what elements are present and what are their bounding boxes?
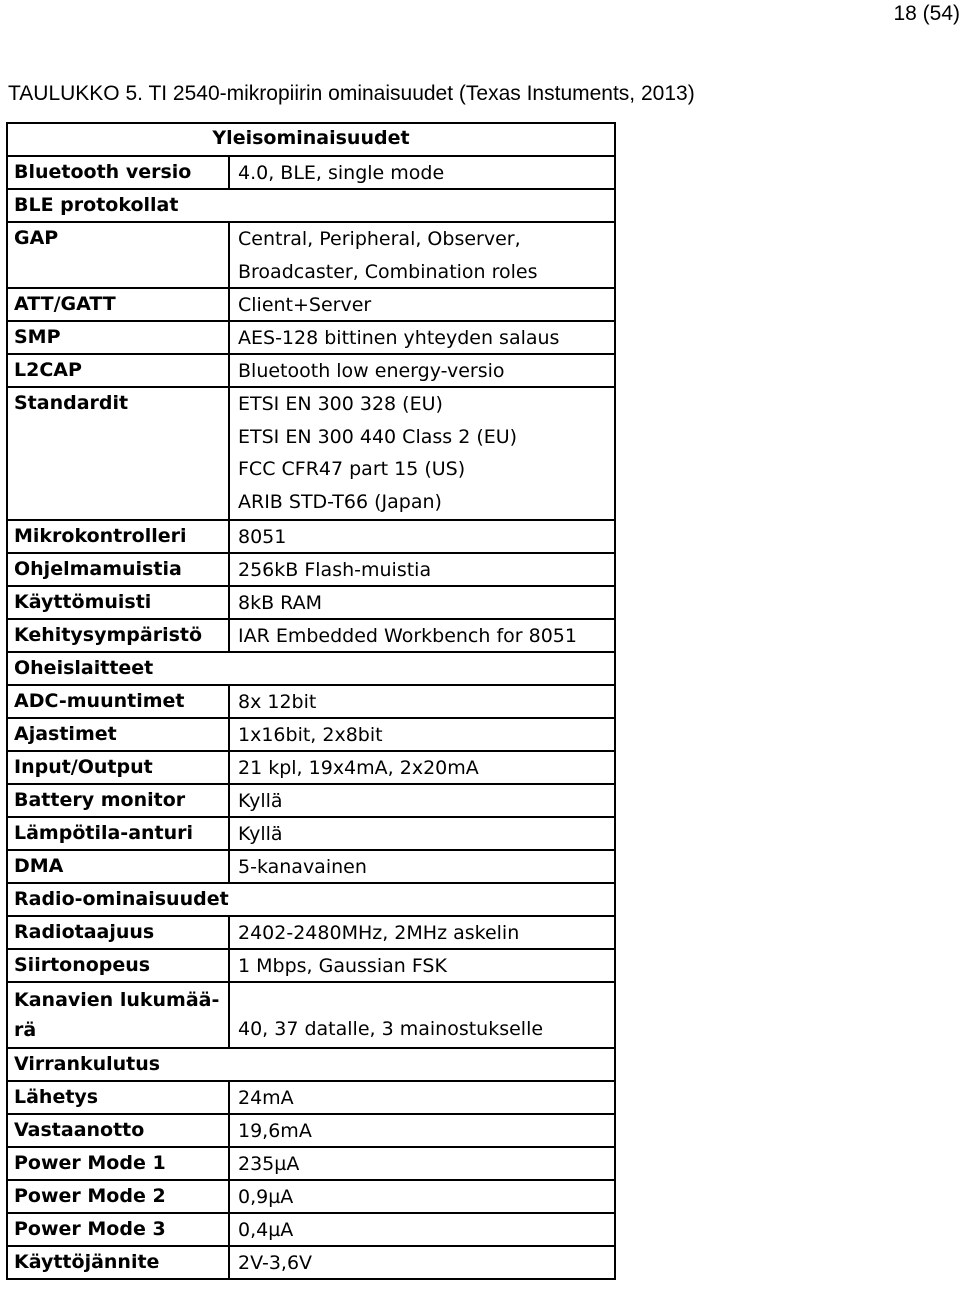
table-row xyxy=(8,1247,614,1278)
row-label: Vastaanotto xyxy=(8,1115,230,1146)
row-value: 0,4µA xyxy=(238,1219,294,1241)
row-label: ATT/GATT xyxy=(8,289,230,320)
row-value: 8kB RAM xyxy=(238,592,322,614)
row-value: 2V-3,6V xyxy=(238,1252,313,1274)
row-value: 2402-2480MHz, 2MHz askelin xyxy=(238,922,520,944)
row-label: Ohjelmamuistia xyxy=(8,554,230,585)
table-row xyxy=(8,983,614,1049)
row-label: Ajastimet xyxy=(8,719,230,750)
row-value: Kyllä xyxy=(238,823,283,845)
row-value: 19,6mA xyxy=(238,1120,312,1142)
row-label: Power Mode 2 xyxy=(8,1181,230,1212)
row-label: L2CAP xyxy=(8,355,230,386)
row-value: 0,9µA xyxy=(238,1186,294,1208)
section-power: Virrankulutus xyxy=(14,1053,161,1075)
row-value: 4.0, BLE, single mode xyxy=(238,162,445,184)
value-line: ARIB STD-T66 (Japan) xyxy=(238,490,442,513)
row-label: Power Mode 3 xyxy=(8,1214,230,1245)
row-value: 235µA xyxy=(238,1153,300,1175)
row-value: 8x 12bit xyxy=(238,691,317,713)
row-label: Power Mode 1 xyxy=(8,1148,230,1179)
row-label: DMA xyxy=(8,851,230,882)
value-line: Central, Peripheral, Observer, xyxy=(238,228,521,250)
row-label: Lämpötila-anturi xyxy=(8,818,230,849)
row-label: Käyttömuisti xyxy=(8,587,230,618)
table-row xyxy=(8,223,614,289)
table-row xyxy=(8,157,614,190)
value-line: FCC CFR47 part 15 (US) xyxy=(238,458,466,480)
row-value: AES-128 bittinen yhteyden salaus xyxy=(238,327,560,349)
row-label: Standardit xyxy=(8,388,230,519)
row-label: Lähetys xyxy=(8,1082,230,1113)
spec-table xyxy=(6,122,616,1280)
label-line: rä xyxy=(14,1019,37,1041)
row-value: 24mA xyxy=(238,1087,294,1109)
value-text: 40, 37 datalle, 3 mainostukselle xyxy=(238,1018,544,1040)
row-label: Siirtonopeus xyxy=(8,950,230,981)
row-label: Bluetooth versio xyxy=(8,157,230,188)
table-row xyxy=(8,620,614,653)
row-value: Bluetooth low energy-versio xyxy=(238,360,505,382)
row-value: 5-kanavainen xyxy=(238,856,367,878)
row-value xyxy=(230,219,614,287)
row-value: Client+Server xyxy=(238,294,372,316)
row-label: Kehitysympäristö xyxy=(8,620,230,651)
page-number: 18 (54) xyxy=(893,2,960,25)
row-value: 256kB Flash-muistia xyxy=(238,559,432,581)
table-caption: TAULUKKO 5. TI 2540-mikropiirin ominaisuudet (Texas Instuments, 2013) xyxy=(8,82,695,105)
row-value xyxy=(230,384,614,519)
row-label: Input/Output xyxy=(8,752,230,783)
row-value xyxy=(230,979,614,1047)
row-label: Battery monitor xyxy=(8,785,230,816)
value-line: ETSI EN 300 328 (EU) xyxy=(238,393,443,415)
row-value: 21 kpl, 19x4mA, 2x20mA xyxy=(238,757,479,779)
value-line: Broadcaster, Combination roles xyxy=(238,260,538,283)
table-row xyxy=(8,388,614,521)
row-value: IAR Embedded Workbench for 8051 xyxy=(238,625,577,647)
section-general: Yleisominaisuudet xyxy=(212,127,410,149)
table-row xyxy=(8,851,614,884)
row-label: Mikrokontrolleri xyxy=(8,521,230,552)
section-ble-protocols: BLE protokollat xyxy=(14,194,179,216)
row-value: Kyllä xyxy=(238,790,283,812)
row-label xyxy=(8,981,230,1047)
row-label: ADC-muuntimet xyxy=(8,686,230,717)
value-line: ETSI EN 300 440 Class 2 (EU) xyxy=(238,425,518,448)
row-label: Käyttöjännite xyxy=(8,1247,230,1278)
row-value: 1 Mbps, Gaussian FSK xyxy=(238,955,447,977)
section-peripherals: Oheislaitteet xyxy=(14,657,154,679)
row-value: 8051 xyxy=(238,526,287,548)
section-radio: Radio-ominaisuudet xyxy=(14,888,229,910)
row-label: Radiotaajuus xyxy=(8,917,230,948)
row-label: GAP xyxy=(8,223,230,287)
row-value: 1x16bit, 2x8bit xyxy=(238,724,383,746)
label-line: Kanavien lukumää- xyxy=(14,989,220,1011)
row-label: SMP xyxy=(8,322,230,353)
